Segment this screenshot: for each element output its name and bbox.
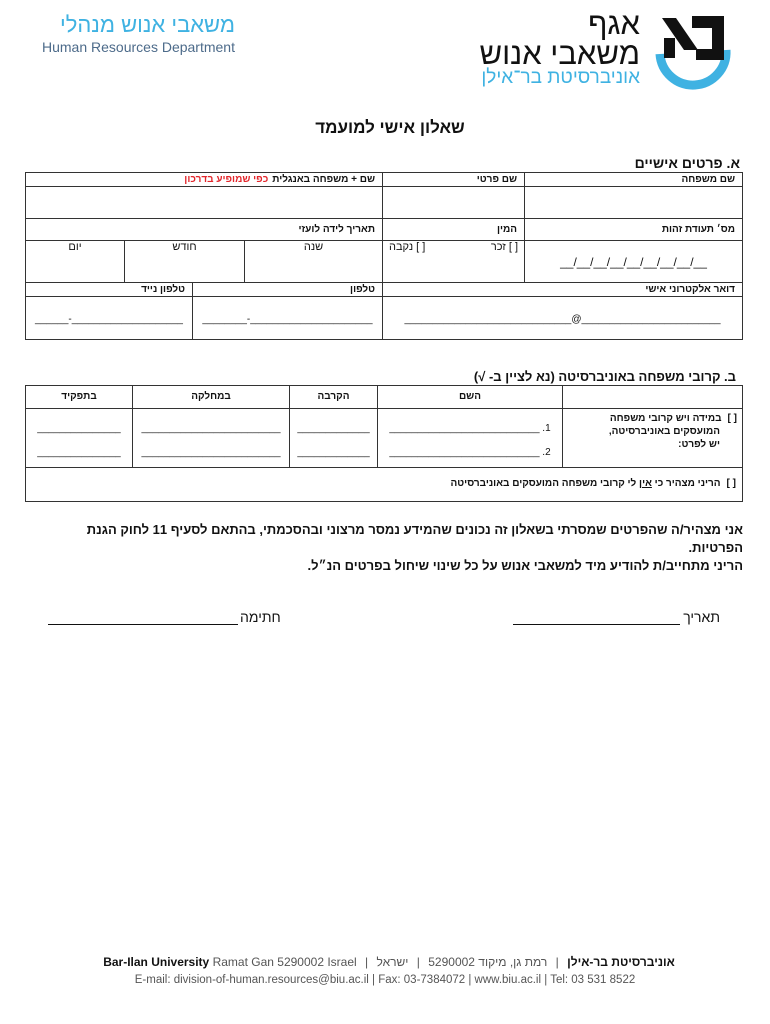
mobile-label: טלפון נייד: [141, 284, 185, 295]
signature-label: חתימה: [240, 609, 281, 625]
birth-month-field[interactable]: [124, 241, 244, 282]
relatives-intro-line: יש לפרט:: [678, 439, 720, 450]
relatives-intro-cell: [562, 409, 742, 467]
relatives-header-blank: [562, 386, 742, 408]
declaration-line: הריני מתחייב/ת להודיע מיד למשאבי אנוש על כל שינוי שיחול בפרטים הנ״ל.: [307, 558, 743, 573]
division-name: משאבי אנוש: [479, 36, 640, 71]
relative-relation-blank: _____________: [297, 423, 370, 434]
english-name-label-text: שם + משפחה באנגלית: [272, 174, 375, 185]
mobile-blank: ______-____________________: [35, 314, 183, 325]
date-label: תאריך: [683, 609, 720, 625]
passport-note: כפי שמופיע בדרכון: [184, 174, 269, 185]
male-label: זכר: [490, 241, 506, 253]
phone-field[interactable]: [192, 297, 382, 339]
relatives-name-header: השם: [377, 386, 562, 408]
birth-year-label: שנה: [303, 241, 324, 253]
birth-date-field: [26, 241, 382, 282]
logo-alef-leg: [664, 38, 675, 58]
table-row: [26, 219, 742, 241]
email-label: דואר אלקטרוני אישי: [382, 283, 742, 296]
phone-blank: ________-______________________: [202, 314, 373, 325]
declaration-line: הפרטיות.: [688, 540, 743, 555]
relatives-department-field[interactable]: [132, 409, 289, 467]
id-number-label: מס׳ תעודת זהות: [524, 219, 742, 240]
table-row: [26, 409, 742, 468]
footer-address-he: רמת גן, מיקוד 5290002: [428, 955, 548, 969]
no-relatives-emphasis: אין: [639, 478, 652, 489]
male-option[interactable]: [491, 241, 518, 282]
english-name-field[interactable]: [26, 187, 382, 218]
section-b-heading: ב. קרובי משפחה באוניברסיטה (נא לציין ב- √): [473, 369, 736, 384]
table-row: [26, 241, 742, 283]
table-row: [26, 173, 742, 187]
university-name: אוניברסיטת בר־אילן: [481, 67, 640, 88]
section-a-heading: א. פרטים אישיים: [634, 155, 740, 171]
first-name-label: שם פרטי: [382, 173, 524, 186]
footer-contact: E-mail: division-of-human.resources@biu.ac.il | Fax: 03-7384072 | www.biu.ac.il | Tel: 03 531 8522: [134, 974, 636, 986]
personal-details-table: [25, 172, 743, 340]
form-title: שאלון אישי למועמד: [315, 118, 465, 137]
birth-date-label: תאריך לידה לועזי: [298, 224, 375, 235]
relatives-role-header: בתפקיד: [61, 391, 97, 402]
id-number-field[interactable]: [524, 241, 742, 282]
birth-year-field[interactable]: [244, 241, 382, 282]
hr-dept-title-en: Human Resources Department: [42, 39, 235, 55]
female-checkbox[interactable]: [ ]: [416, 241, 426, 253]
footer-country-he: ישראל: [376, 955, 409, 969]
table-row: [26, 283, 742, 297]
table-row: [26, 187, 742, 219]
relatives-role-field[interactable]: [26, 409, 132, 467]
relatives-relation-field[interactable]: [289, 409, 377, 467]
hr-dept-title-he: משאבי אנוש מנהלי: [59, 12, 235, 37]
table-row: [26, 386, 742, 409]
footer-name-he: אוניברסיטת בר-אילן: [567, 955, 675, 969]
relative-name-blank: 2. ___________________________: [389, 447, 551, 458]
footer-separator: |: [416, 955, 420, 969]
mobile-field[interactable]: [26, 297, 192, 339]
table-row: [26, 297, 742, 339]
declaration-line: אני מצהיר/ה שהפרטים שמסרתי בשאלון זה נכונים שהמידע נמסר מרצוני ובהסכמתי, בהתאם לסעיף 11 לחוק הגנת: [86, 522, 743, 537]
no-relatives-text-end: לי קרובי משפחה המועסקים באוניברסיטה: [450, 478, 640, 489]
division-label: אגף: [588, 6, 640, 41]
logo-bet-shape: [692, 16, 724, 60]
gender-label: המין: [382, 219, 524, 240]
footer-name-en: Bar-Ilan University: [103, 955, 210, 969]
footer-separator: |: [365, 955, 369, 969]
footer-address: [0, 955, 770, 970]
no-relatives-checkbox[interactable]: [ ]: [726, 478, 736, 489]
id-number-blank: __/__/__/__/__/__/__/__/__: [560, 255, 707, 269]
relative-name-blank: 1. ___________________________: [389, 423, 551, 434]
relatives-table: [25, 385, 743, 502]
footer-separator: |: [555, 955, 559, 969]
no-relatives-row: [26, 468, 742, 501]
gender-field: [382, 241, 524, 282]
signature-line[interactable]: [48, 624, 238, 625]
first-name-field[interactable]: [382, 187, 524, 218]
relative-department-blank: _________________________: [141, 447, 281, 458]
relatives-intro-line: המועסקים באוניברסיטה,: [608, 426, 720, 437]
relatives-name-field[interactable]: [377, 409, 562, 467]
english-name-label: [26, 173, 382, 186]
relatives-department-header: במחלקה: [132, 386, 289, 408]
relative-relation-blank: _____________: [297, 447, 370, 458]
last-name-field[interactable]: [524, 187, 742, 218]
declaration: [43, 521, 743, 575]
relatives-intro-text: במידה ויש קרובי משפחה: [609, 413, 722, 424]
relatives-intro-line: [567, 412, 737, 425]
date-line[interactable]: [513, 624, 680, 625]
footer-address-en: Ramat Gan 5290002 Israel: [212, 955, 357, 969]
female-option[interactable]: [389, 241, 425, 282]
bar-ilan-logo: [652, 10, 734, 92]
relative-role-blank: _______________: [37, 447, 121, 458]
phone-label: טלפון: [192, 283, 382, 296]
birth-day-field[interactable]: [26, 241, 124, 282]
email-field[interactable]: [382, 297, 742, 339]
no-relatives-cell: [26, 468, 742, 501]
last-name-label: שם משפחה: [524, 173, 742, 186]
relative-department-blank: _________________________: [141, 423, 281, 434]
birth-day-label: יום: [68, 241, 82, 253]
female-label: נקבה: [389, 241, 414, 253]
has-relatives-checkbox[interactable]: [ ]: [727, 413, 737, 424]
birth-month-label: חודש: [172, 241, 197, 253]
relative-role-blank: _______________: [37, 423, 121, 434]
no-relatives-text: הריני מצהיר כי: [651, 478, 721, 489]
email-blank: ______________________________@_________________________: [404, 314, 721, 325]
relatives-relation-header: הקרבה: [289, 386, 377, 408]
male-checkbox[interactable]: [ ]: [508, 241, 518, 253]
